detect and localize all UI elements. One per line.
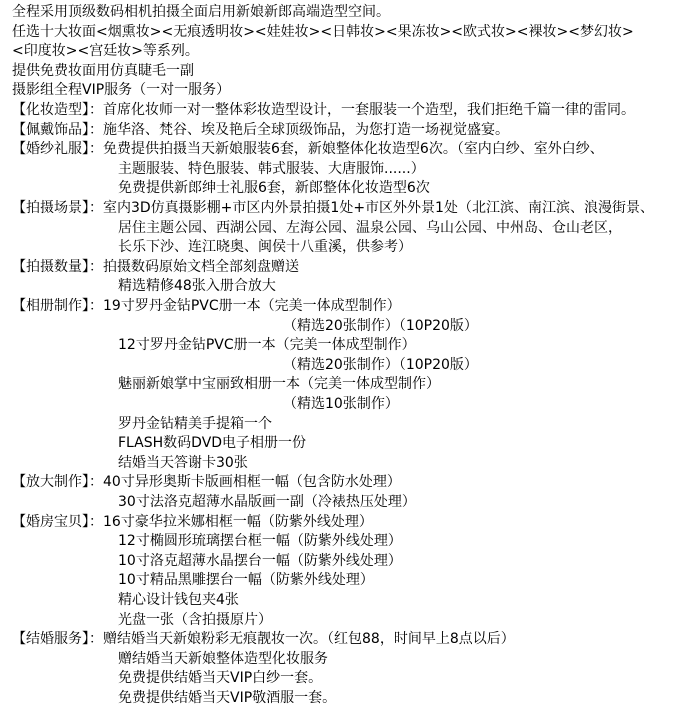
line-text: 【放大制作】：40寸异形奥斯卡版画相框一幅（包含防水处理） <box>12 474 401 491</box>
line-text: 免费提供结婚当天VIP白纱一套。 <box>118 670 323 687</box>
text-line <box>12 62 194 81</box>
text-line <box>283 395 399 414</box>
line-text: 【化妆造型】：首席化妆师一对一整体彩妆造型设计，一套服装一个造型，我们拒绝千篇一律的雷同。 <box>12 102 635 118</box>
line-text: 30寸法洛克超薄水晶版画一副（冷裱热压处理） <box>118 494 416 510</box>
line-text: 长乐下沙、连江晓奥、闽侯十八重溪，供参考） <box>118 239 412 256</box>
line-text: 提供免费妆面用仿真睫毛一副 <box>12 62 194 79</box>
line-text: 10寸洛克超薄水晶摆台一幅（防紫外线处理） <box>118 552 402 569</box>
text-line <box>118 277 276 296</box>
line-text: 【结婚服务】：赠结婚当天新娘粉彩无痕靓妆一次。（红包88，时间早上8点以后） <box>12 631 515 648</box>
text-line <box>12 473 401 492</box>
line-text: 【拍摄数量】：拍摄数码原始文档全部刻盘赠送 <box>12 258 299 275</box>
text-line <box>118 532 402 551</box>
line-text: FLASH数码DVD电子相册一份 <box>118 435 307 452</box>
line-text: 任选十大妆面<烟熏妆><无痕透明妆><娃娃妆><日韩妆><果冻妆><欧式妆><裸妆><梦幻妆> <box>12 23 634 40</box>
line-text: （精选20张制作）（10P20版） <box>283 317 478 334</box>
line-text: 罗丹金钻精美手提箱一个 <box>118 415 272 432</box>
line-text: 魅丽新娘掌中宝丽致相册一本（完美一体成型制作） <box>118 376 440 393</box>
line-text: 【婚房宝贝】：16寸豪华拉米娜相框一幅（防紫外线处理） <box>12 513 373 530</box>
line-text: 免费提供新郎绅士礼服6套，新郎整体化妆造型6次 <box>118 180 430 197</box>
text-line <box>12 101 635 120</box>
line-text: 光盘一张（含拍摄原片） <box>118 611 272 628</box>
line-text: 【佩戴饰品】：施华洛、梵谷、埃及艳后全球顶级饰品，为您打造一场视觉盛宴。 <box>12 121 509 138</box>
text-line <box>118 669 322 688</box>
text-line <box>118 179 430 198</box>
text-line <box>118 238 412 257</box>
line-text: 10寸精品黑雕摆台一幅（防紫外线处理） <box>118 572 374 589</box>
line-text: 12寸罗丹金钻PVC册一本（完美一体成型制作） <box>118 337 416 354</box>
line-text: 【婚纱礼服】：免费提供拍摄当天新娘服装6套，新娘整体化妆造型6次。（室内白纱、室外白纱、 <box>12 141 604 158</box>
text-line <box>12 3 390 22</box>
line-text: （精选20张制作）（10P20版） <box>283 356 478 373</box>
line-text: 【拍摄场景】：室内3D仿真摄影棚+市区内外景拍摄1处+市区外外景1处（北江滨、南江滨、浪漫街景、 <box>12 200 654 216</box>
text-line <box>118 375 440 394</box>
text-line <box>118 434 306 453</box>
text-line <box>12 199 654 218</box>
line-text: 居住主题公园、西湖公园、左海公园、温泉公园、乌山公园、中州岛、仓山老区， <box>118 219 622 236</box>
text-line <box>283 356 478 375</box>
line-text: 全程采用顶级数码相机拍摄全面启用新娘新郎高端造型空间。 <box>12 4 390 20</box>
line-text: 主题服装、特色服装、韩式服装、大唐服饰......） <box>118 160 425 177</box>
line-text: <印度妆><宫廷妆>等系列。 <box>12 43 199 60</box>
text-line <box>118 689 336 708</box>
text-line <box>12 81 230 100</box>
text-line <box>118 219 622 238</box>
text-line <box>12 42 199 61</box>
line-text: 【相册制作】：19寸罗丹金钻PVC册一本（完美一体成型制作） <box>12 298 401 314</box>
line-text: 结婚当天答谢卡30张 <box>118 454 248 471</box>
text-line <box>118 336 416 355</box>
line-text: 免费提供结婚当天VIP敬酒服一套。 <box>118 690 337 706</box>
line-text: 12寸椭圆形琉璃摆台框一幅（防紫外线处理） <box>118 533 402 550</box>
text-line <box>118 591 239 610</box>
line-text: 精选精修48张入册合放大 <box>118 278 276 295</box>
line-text: （精选10张制作） <box>283 396 399 412</box>
line-text: 精心设计钱包夹4张 <box>118 592 239 608</box>
text-line <box>118 552 402 571</box>
line-text: 赠结婚当天新娘整体造型化妆服务 <box>118 650 328 667</box>
text-line <box>12 140 604 159</box>
text-line <box>118 611 272 630</box>
line-text: 摄影组全程VIP服务（一对一服务） <box>12 82 231 99</box>
text-line <box>12 297 401 316</box>
text-line <box>12 630 515 649</box>
text-line <box>118 160 425 179</box>
text-line <box>12 513 373 532</box>
text-line <box>12 258 299 277</box>
text-line <box>118 571 374 590</box>
text-line <box>118 493 416 512</box>
text-line <box>12 121 509 140</box>
text-line <box>12 23 634 42</box>
text-line <box>118 454 248 473</box>
text-line <box>283 317 478 336</box>
text-line <box>118 650 328 669</box>
text-line <box>118 415 272 434</box>
